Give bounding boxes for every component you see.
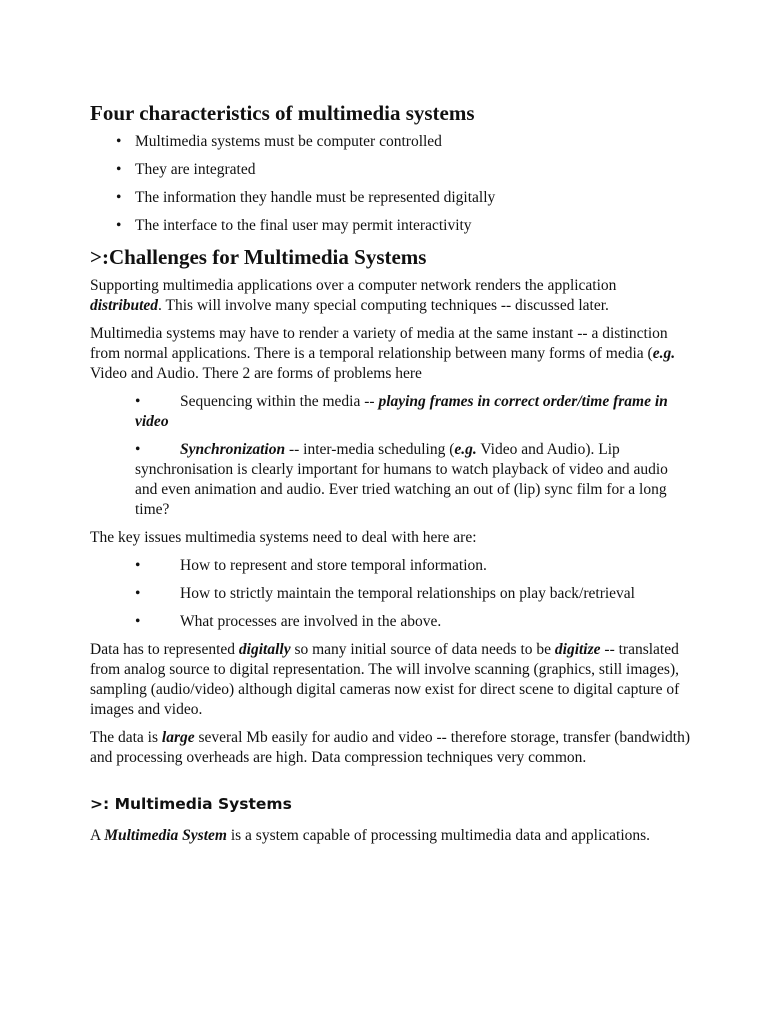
text-run: What processes are involved in the above.: [180, 613, 442, 630]
list-item: [135, 584, 690, 604]
paragraph-distributed: [90, 276, 690, 316]
text-run: several Mb easily for audio and video -- therefore storage, transfer (bandwidth) and processing overheads are high. Data compression techniques very common.: [90, 729, 690, 766]
emphasis-multimedia-system: Multimedia System: [104, 827, 227, 844]
emphasis-synchronization: Synchronization: [180, 441, 286, 458]
list-item: • They are integrated: [90, 160, 690, 180]
text-run: The data is: [90, 729, 162, 746]
text-run: Video and Audio). Lip synchronisation is clearly important for humans to watch playback of video and audio and even animation and audio. Ever tried watching an out of (lip) sync film for a long time?: [135, 441, 668, 518]
text-run: Supporting multimedia applications over a computer network renders the application: [90, 277, 617, 294]
list-item-sequencing: [135, 392, 690, 432]
emphasis-digitize: digitize: [554, 641, 601, 658]
text-run: -- inter-media scheduling (: [285, 441, 455, 458]
text-run: so many initial source of data needs to be: [290, 641, 555, 658]
characteristics-list: [90, 132, 690, 236]
list-item: [135, 556, 690, 576]
bullet-glyph: •: [135, 557, 141, 574]
text-run: Video and Audio. There 2 are forms of problems here: [90, 365, 422, 382]
text-run: Data has to represented: [90, 641, 239, 658]
paragraph-digital: [90, 640, 690, 720]
bullet-glyph: •: [135, 613, 141, 630]
text-run: is a system capable of processing multimedia data and applications.: [226, 827, 651, 844]
list-item: • The information they handle must be represented digitally: [90, 188, 690, 208]
list-item: • The interface to the final user may permit interactivity: [90, 216, 690, 236]
emphasis-distributed: distributed: [90, 297, 159, 314]
document-content: [90, 100, 690, 854]
text-run: Sequencing within the media --: [180, 393, 379, 410]
heading-challenges: >:Challenges for Multimedia Systems: [90, 245, 427, 269]
list-item-synchronization: [135, 440, 690, 520]
paragraph-key-issues: The key issues multimedia systems need to deal with here are:: [90, 529, 477, 546]
list-item: • Multimedia systems must be computer controlled: [90, 132, 690, 152]
text-run: . This will involve many special computing techniques -- discussed later.: [158, 297, 609, 314]
emphasis-eg: e.g.: [652, 345, 676, 362]
bullet-glyph: •: [135, 393, 141, 410]
heading-multimedia-systems: >: Multimedia Systems: [90, 795, 292, 813]
text-run: How to strictly maintain the temporal relationships on play back/retrieval: [180, 585, 635, 602]
heading-four-characteristics: Four characteristics of multimedia systems: [90, 101, 475, 125]
paragraph-large-data: [90, 728, 690, 768]
list-item: [135, 612, 690, 632]
emphasis-digitally: digitally: [238, 641, 291, 658]
text-run: Multimedia systems may have to render a variety of media at the same instant -- a distinction from normal applications. There is a temporal relationship between many forms of media (: [90, 325, 668, 362]
text-run: -- translated from analog source to digital representation. The will involve scanning (graphics, still images), sampling (audio/video) although digital cameras now exist for direct scene to digital capture of images and video.: [90, 641, 680, 718]
text-run: A: [90, 827, 105, 844]
issues-list: [90, 556, 690, 632]
paragraph-temporal: [90, 324, 690, 384]
paragraph-definition: [90, 826, 690, 846]
emphasis-eg: e.g.: [454, 441, 477, 458]
problems-list: [90, 392, 690, 520]
text-run: How to represent and store temporal information.: [180, 557, 487, 574]
emphasis-playing-frames: playing frames in correct order/time frame in video: [135, 393, 668, 430]
bullet-glyph: •: [135, 585, 141, 602]
emphasis-large: large: [161, 729, 195, 746]
bullet-glyph: •: [135, 441, 141, 458]
